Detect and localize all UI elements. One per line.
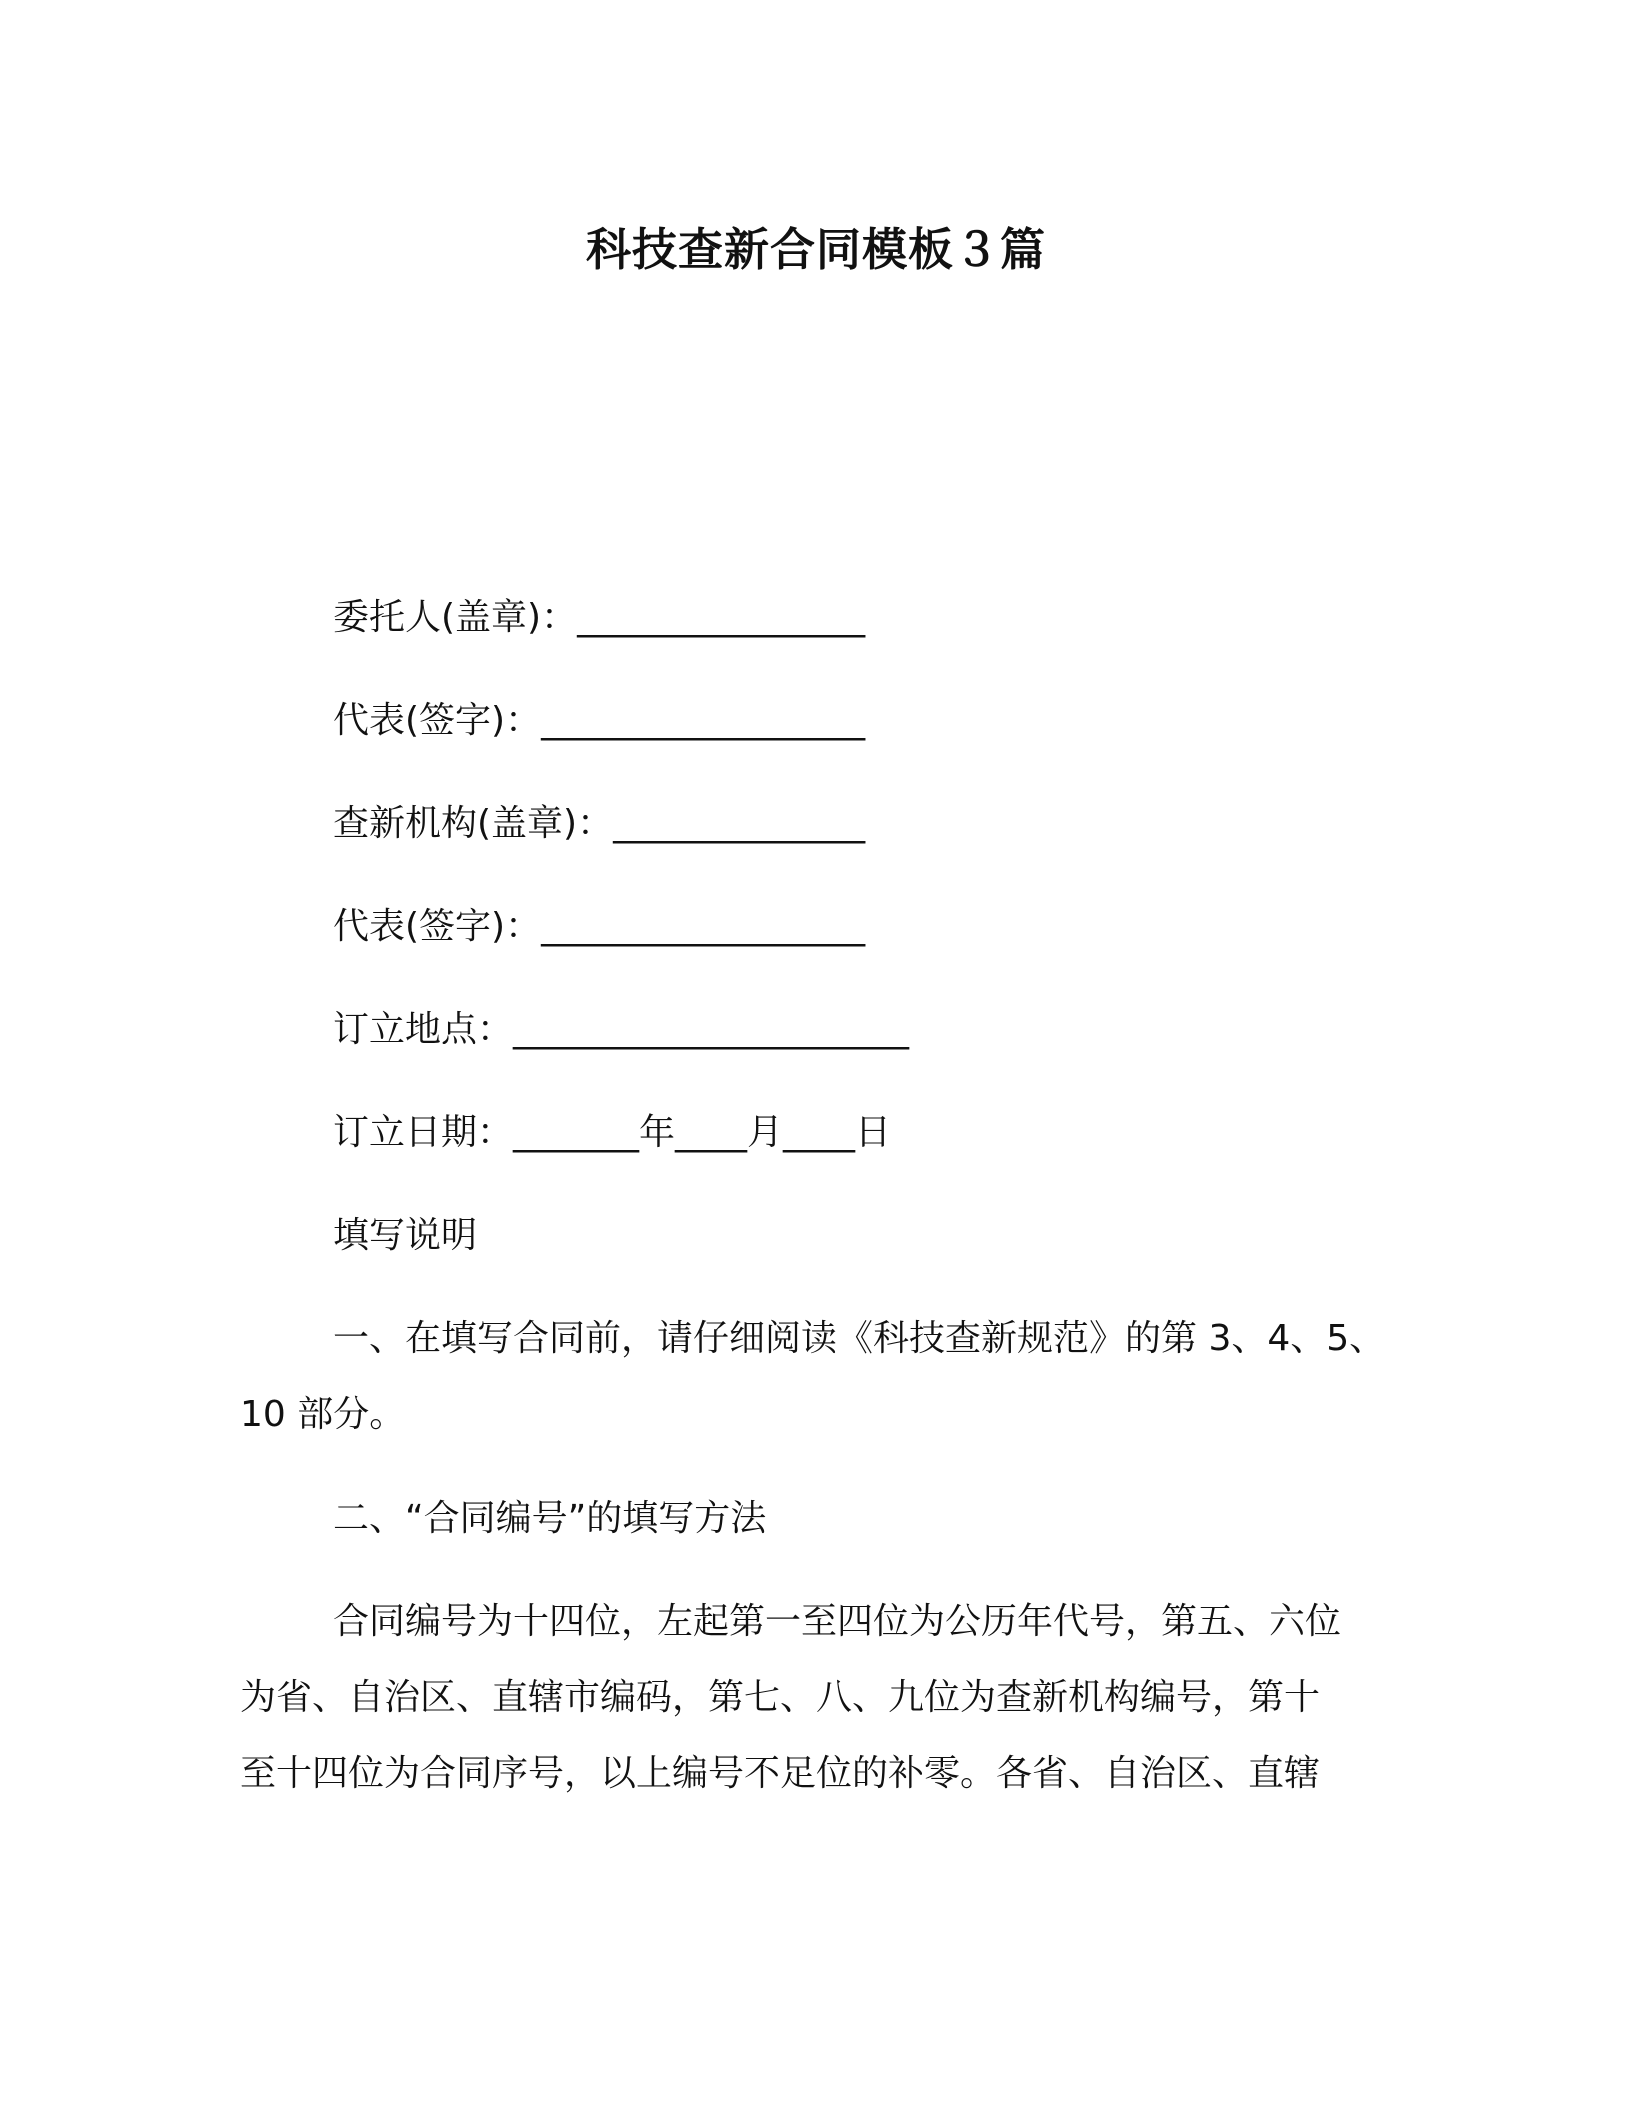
instructions-heading: 填写说明 xyxy=(333,1215,478,1256)
signing-date-field: 订立日期：_______年____月____日 xyxy=(333,1112,892,1153)
body-line-1: 一、在填写合同前，请仔细阅读《科技查新规范》的第 3、4、5、 xyxy=(333,1318,1386,1359)
body-line-3: 二、“合同编号”的填写方法 xyxy=(333,1498,767,1539)
body-line-5: 为省、自治区、直辖市编码，第七、八、九位为查新机构编号，第十 xyxy=(240,1677,1321,1718)
body-line-2: 10 部分。 xyxy=(240,1394,406,1435)
body-line-4: 合同编号为十四位，左起第一至四位为公历年代号，第五、六位 xyxy=(333,1601,1342,1642)
document-title: 科技查新合同模板３篇 xyxy=(585,223,1046,276)
agency-representative-field: 代表(签字)：__________________ xyxy=(333,906,866,947)
client-seal-field: 委托人(盖章)：________________ xyxy=(333,597,866,638)
body-line-6: 至十四位为合同序号，以上编号不足位的补零。各省、自治区、直辖 xyxy=(240,1753,1321,1794)
signing-place-field: 订立地点：______________________ xyxy=(333,1009,910,1050)
client-representative-field: 代表(签字)：__________________ xyxy=(333,700,866,741)
agency-seal-field: 查新机构(盖章)：______________ xyxy=(333,803,866,844)
